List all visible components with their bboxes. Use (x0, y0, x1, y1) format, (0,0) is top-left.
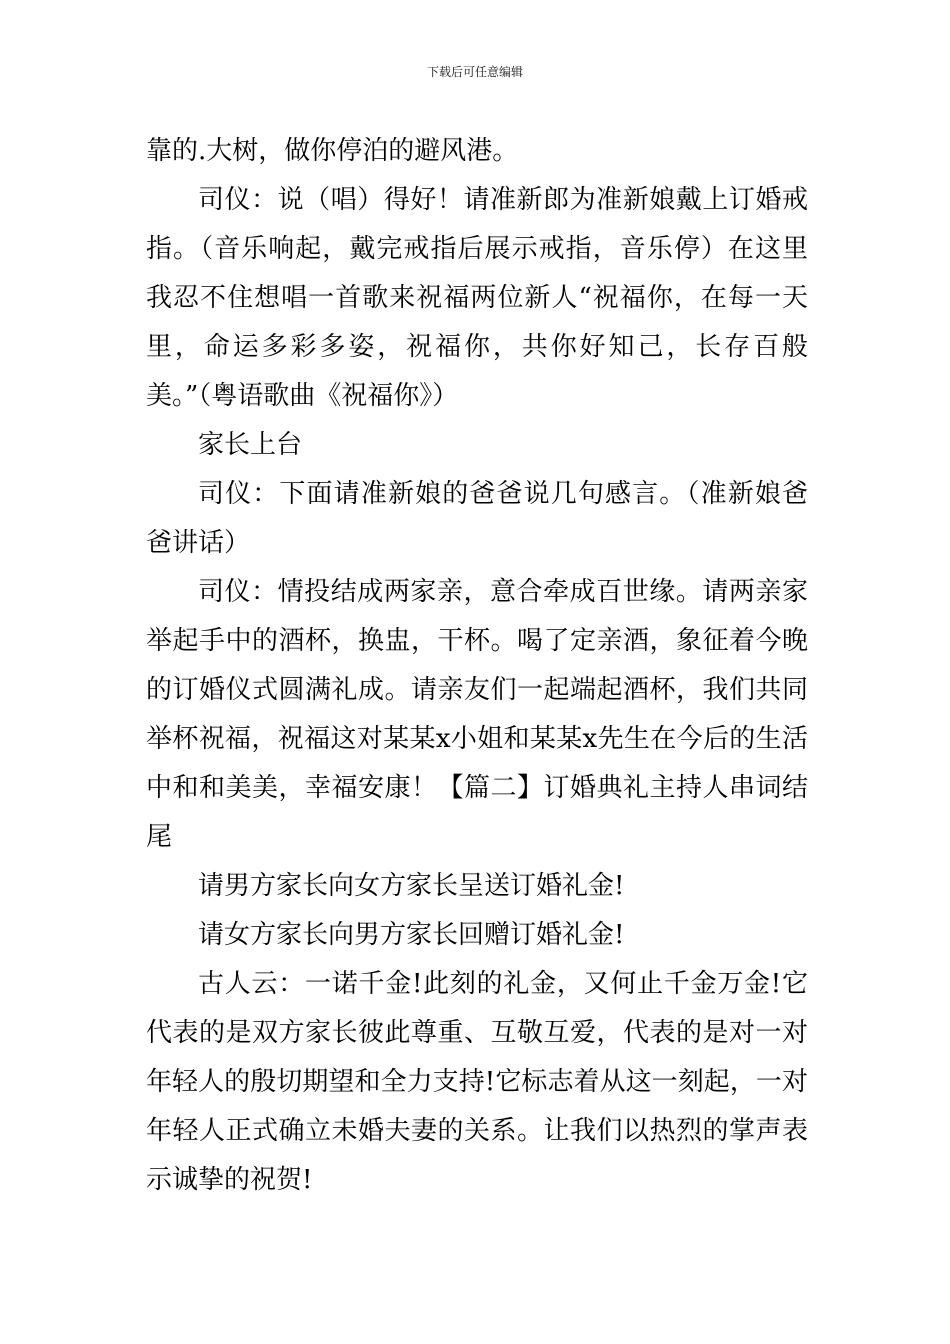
document-body (146, 127, 808, 1205)
paragraph-bride-father-speech: 司仪：下面请准新娘的爸爸说几句感言。（准新娘爸爸讲话） (146, 479, 808, 558)
paragraph-ring-ceremony: 司仪：说（唱）得好！请准新郎为准新娘戴上订婚戒指。（音乐响起，戴完戒指后展示戒指，音乐停）在这里我忍不住想唱一首歌来祝福两位新人“祝福你，在每一天里，命运多彩多姿，祝福你，共你好知己，长存百般美。”（粤语歌曲《祝福你》） (146, 185, 808, 411)
paragraph-toast: 司仪：情投结成两家亲，意合牵成百世缘。请两亲家举起手中的酒杯，换盅，干杯。喝了定亲酒，象征着今晚的订婚仪式圆满礼成。请亲友们一起端起酒杯，我们共同举杯祝福，祝福这对某某x小姐和某某x先生在今后的生活中和和美美，幸福安康！【篇二】订婚典礼主持人串词结尾 (146, 577, 808, 852)
paragraph-groom-parents-gift: 请男方家长向女方家长呈送订婚礼金! (198, 871, 625, 901)
page-header: 下载后可任意编辑 (426, 65, 523, 79)
paragraph-closing-blessing: 古人云：一诺千金!此刻的礼金，又何止千金万金!它代表的是双方家长彼此尊重、互敬互爱，代表的是对一对年轻人的殷切期望和全力支持!它标志着从这一刻起，一对年轻人正式确立未婚夫妻的关系。让我们以热烈的掌声表示诚挚的祝贺! (146, 969, 808, 1195)
paragraph-parents-on-stage: 家长上台 (198, 430, 303, 460)
paragraph-bride-parents-gift: 请女方家长向男方家长回赠订婚礼金! (198, 920, 625, 950)
paragraph-continuation: 靠的.大树，做你停泊的避风港。 (146, 136, 519, 166)
